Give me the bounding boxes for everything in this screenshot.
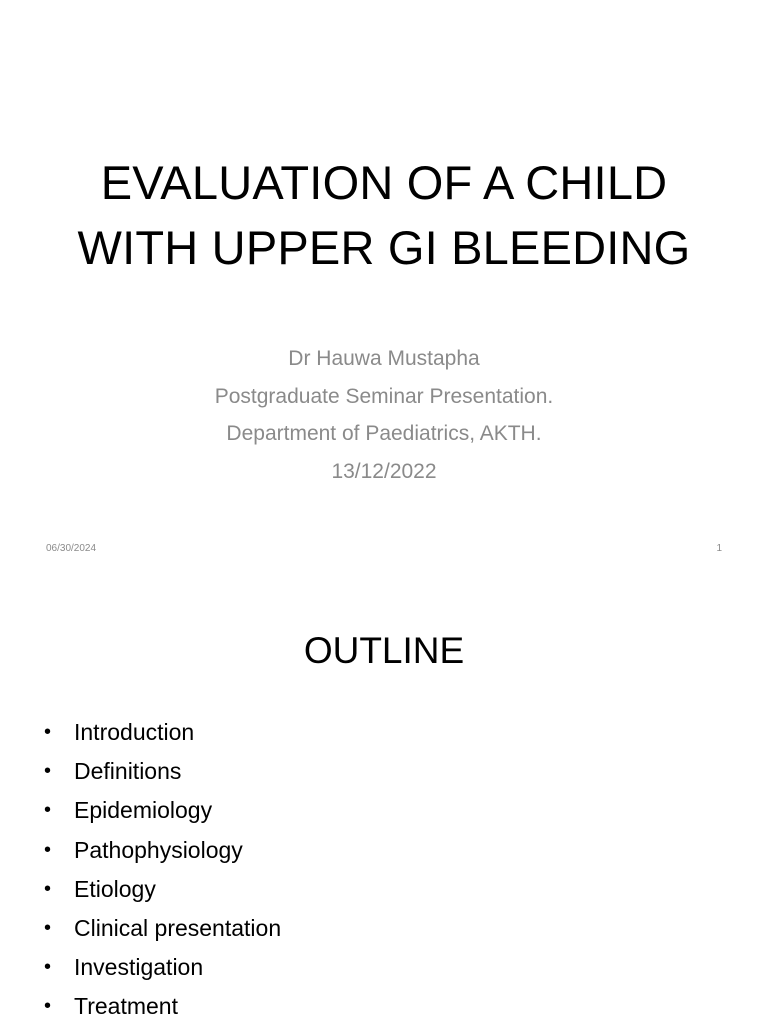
list-item bbox=[44, 831, 281, 870]
slide-2 bbox=[0, 576, 768, 1024]
list-item-label: Treatment bbox=[74, 993, 178, 1020]
title-line: WITH UPPER GI BLEEDING bbox=[77, 221, 691, 274]
list-item bbox=[44, 713, 281, 752]
presentation-type: Postgraduate Seminar Presentation. bbox=[214, 384, 554, 408]
outline-title: OUTLINE bbox=[303, 630, 465, 671]
bullet-icon: • bbox=[44, 799, 52, 822]
list-item-label: Clinical presentation bbox=[74, 915, 282, 942]
list-item-label: Introduction bbox=[74, 719, 195, 745]
list-item-label: Pathophysiology bbox=[74, 836, 243, 863]
list-item-label: Epidemiology bbox=[74, 797, 213, 824]
bullet-icon: • bbox=[44, 877, 52, 900]
bullet-icon: • bbox=[44, 956, 52, 979]
list-item-label: Definitions bbox=[74, 758, 182, 785]
list-item bbox=[44, 948, 281, 987]
bullet-icon: • bbox=[44, 721, 52, 743]
outline-list bbox=[44, 713, 281, 1024]
title-line: EVALUATION OF A CHILD bbox=[100, 156, 668, 209]
bullet-icon: • bbox=[44, 760, 52, 783]
bullet-icon: • bbox=[44, 995, 52, 1018]
slide-number: 1 bbox=[716, 543, 722, 554]
list-item bbox=[44, 752, 281, 791]
bullet-icon: • bbox=[44, 838, 52, 861]
list-item bbox=[44, 909, 281, 948]
list-item-label: Etiology bbox=[74, 875, 156, 902]
list-item bbox=[44, 987, 281, 1024]
bullet-icon: • bbox=[44, 917, 52, 940]
presenter-name: Dr Hauwa Mustapha bbox=[288, 347, 480, 370]
list-item bbox=[44, 791, 281, 830]
slide-title bbox=[0, 150, 768, 280]
department: Department of Paediatrics, AKTH. bbox=[226, 422, 542, 445]
presentation-date: 13/12/2022 bbox=[331, 459, 437, 483]
list-item-label: Investigation bbox=[74, 954, 204, 981]
slide-subtitle bbox=[0, 340, 768, 490]
list-item bbox=[44, 870, 281, 909]
footer-date: 06/30/2024 bbox=[46, 543, 97, 554]
